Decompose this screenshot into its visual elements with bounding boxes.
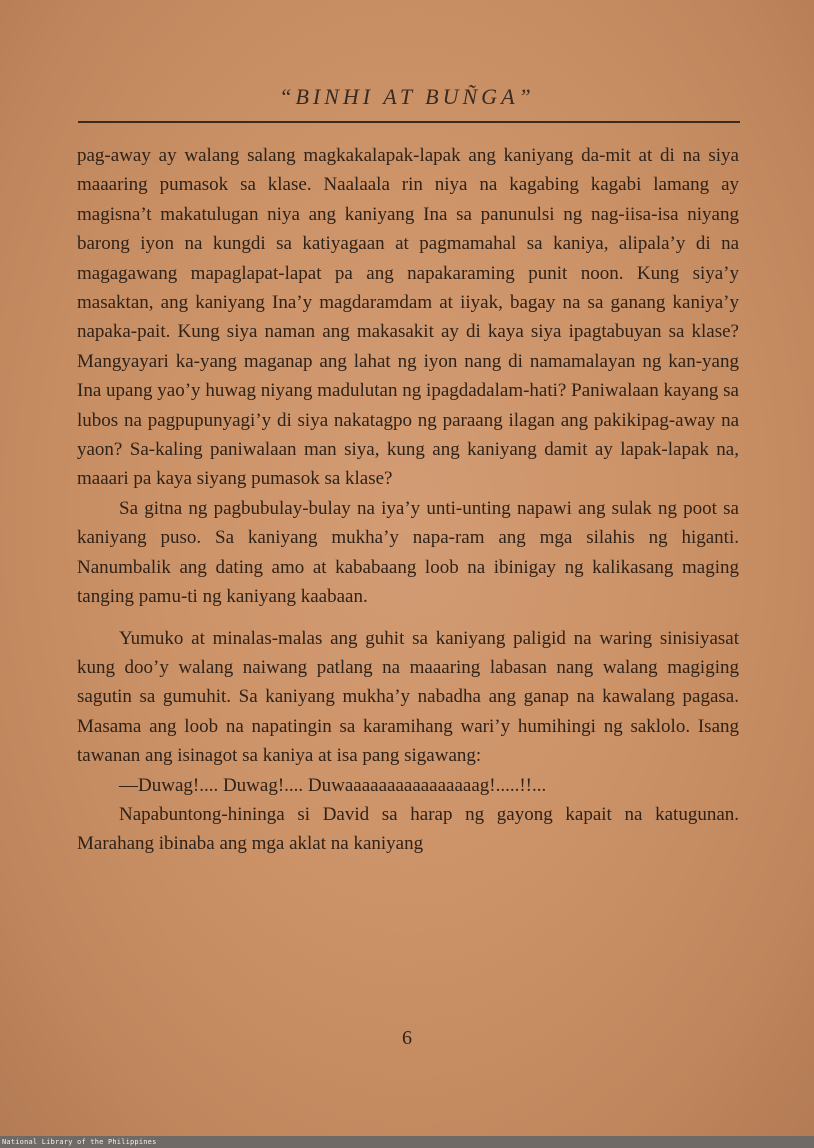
paragraph-continuation: pag-away ay walang salang magkakalapak-lapak ang kaniyang da-mit at di na siya maaaring pumasok sa klase. Naalaala rin niya na kagabing kagabi lamang ay magisna’t makatulugan niya ang kaniyang Ina sa panunulsi ng nag-iisa-isa niyang barong iyon na kungdi sa katiyagaan at pagmamahal sa kaniya, alipala’y di na magagawang mapaglapat-lapat pa ang napakaraming punit noon. Kung siya’y masaktan, ang kaniyang Ina’y magdaramdam at iiyak, bagay na sa ganang kaniya’y napaka-pait. Kung siya naman ang makasakit ay di kaya siya ipagtabuyan sa klase? Mangyayari ka-yang maganap ang lahat ng iyon nang di namamalayan ng kan-yang Ina upang yao’y huwag niyang madulutan ng ipagdadalam-hati? Paniwalaan kayang sa lubos na pagpupunyagi’y di siya nakatagpo ng paraang ilagan ang pakikipag-away na yaon? Sa-kaling paniwalaan man siya, kung ang kaniyang damit ay lapak-lapak na, maaari pa kaya siyang pumasok sa klase? bbox=[77, 145, 739, 490]
paragraph-shout: —Duwag!.... Duwag!.... Duwaaaaaaaaaaaaaaaag!.....!!... bbox=[119, 774, 547, 796]
body-text bbox=[77, 141, 739, 859]
paragraph-looking-around: Yumuko at minalas-malas ang guhit sa kaniyang paligid na waring sinisiyasat kung doo’y walang naiwang patlang na maaaring labasan nang walang magiging sagutin sa gumuhit. Sa kaniyang mukha’y nabadha ang ganap na kawalang pagasa. Masama ang loob na napatingin sa karamihang wari’y humihingi ng saklolo. Isang tawanan ang isinagot sa kaniya at isa pang sigawang: bbox=[77, 627, 739, 767]
header-rule bbox=[78, 121, 740, 123]
paragraph-sigh: Napabuntong-hininga si David sa harap ng gayong kapait na katugunan. Marahang ibinaba ang mga aklat na kaniyang bbox=[77, 803, 739, 855]
paragraph-reflection: Sa gitna ng pagbubulay-bulay na iya’y unti-unting napawi ang sulak ng poot sa kaniyang puso. Sa kaniyang mukha’y napa-ram ang mga silahis ng higanti. Nanumbalik ang dating amo at kababaang loob na ibinigay ng kalikasang maging tanging pamu-ti ng kaniyang kaabaan. bbox=[77, 497, 739, 608]
running-header-title: “BINHI AT BUÑGA” bbox=[279, 84, 535, 109]
scan-credit: National Library of the Philippines bbox=[2, 1138, 157, 1146]
page-number: 6 bbox=[402, 1027, 412, 1049]
